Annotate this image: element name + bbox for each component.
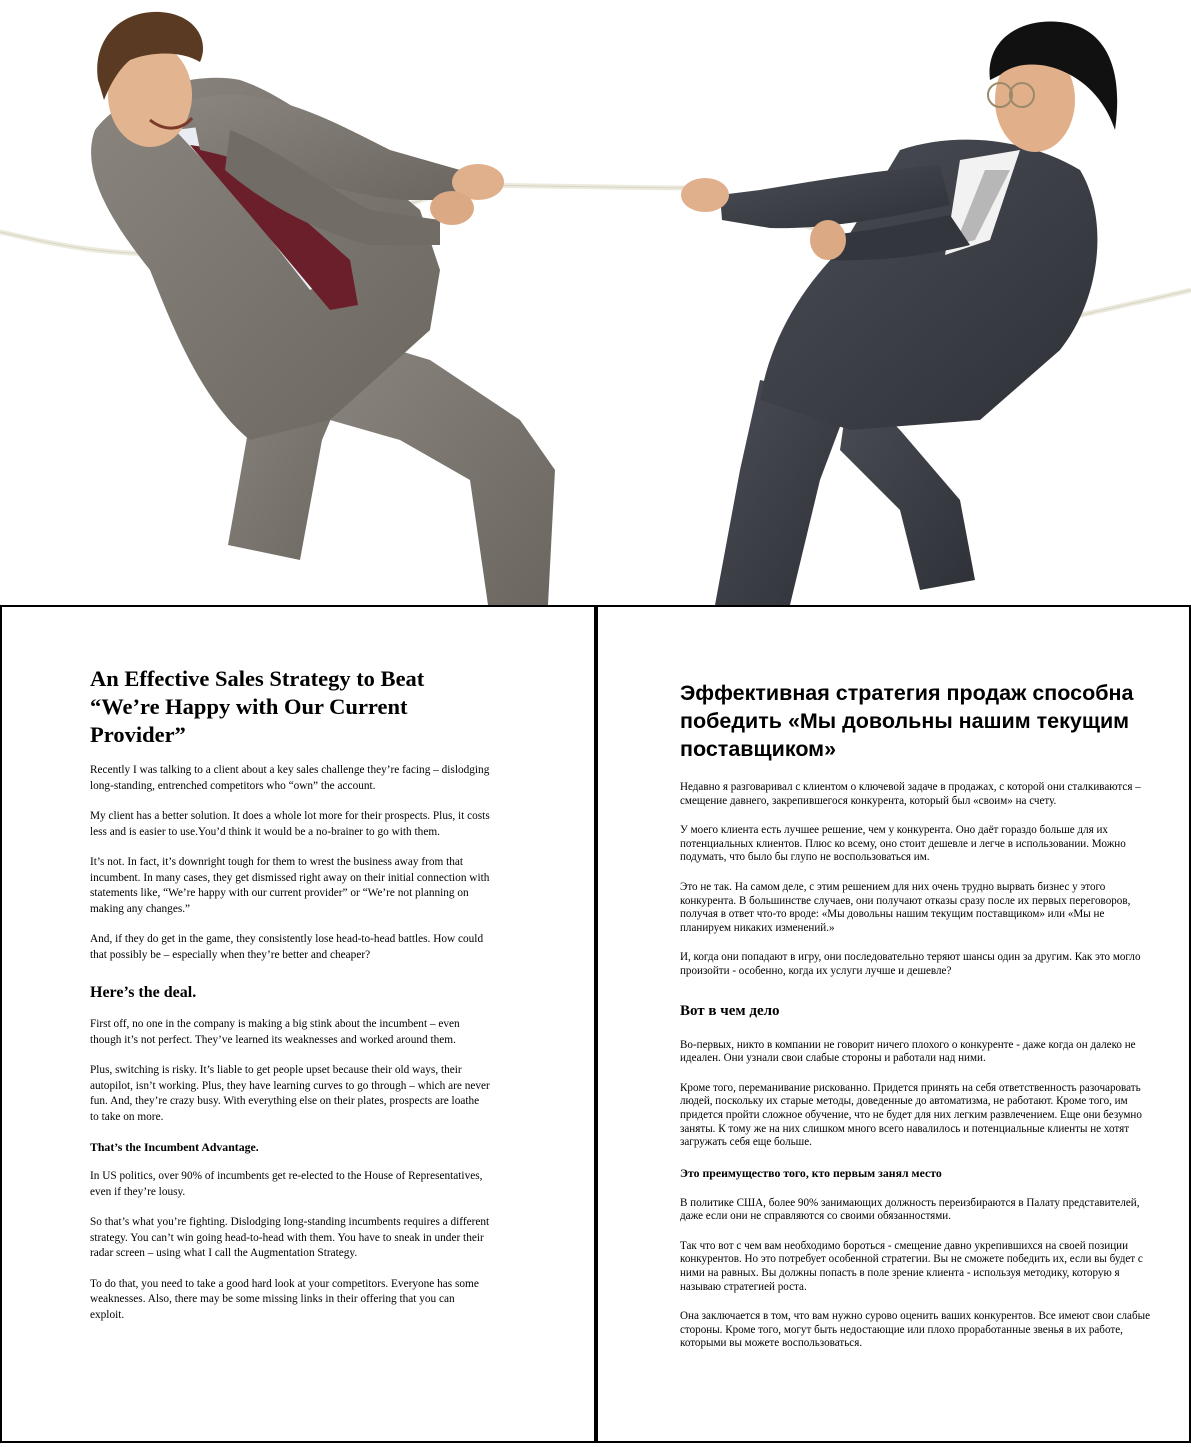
english-paragraph: My client has a better solution. It does a whole lot more for their prospects. Plus, it costs less and is easier to use.You’d think it would be a no-brainer to go with them.	[90, 810, 490, 838]
english-heading-advantage: That’s the Incumbent Advantage.	[90, 1140, 259, 1154]
english-paragraph: It’s not. In fact, it’s downright tough for them to wrest the business away from that incumbent. In many cases, they get dismissed right away on their initial connection with statements like, “We’re happy with our current provider” or “We’re not planning on making any changes.”	[90, 856, 490, 915]
russian-paragraph: Она заключается в том, что вам нужно сурово оценить ваших конкурентов. Все имеют свои слабые стороны. Кроме того, могут быть недостающие или плохо проработанные звенья в их работе, которыми вы можете воспользоваться.	[680, 1310, 1150, 1350]
english-paragraph: In US politics, over 90% of incumbents get re-elected to the House of Representatives, even if they’re lousy.	[90, 1170, 483, 1198]
english-heading-deal: Here’s the deal.	[90, 984, 197, 1001]
russian-title: Эффективная стратегия продаж способна победить «Мы довольны нашим текущим поставщиком»	[680, 681, 1134, 761]
english-paragraph: So that’s what you’re fighting. Dislodging long-standing incumbents requires a different strategy. You can’t win going head-to-head with them. You have to sneak in under their radar screen – using what I call the Augmentation Strategy.	[90, 1216, 490, 1259]
russian-paragraph: Кроме того, переманивание рискованно. Придется принять на себя ответственность разочаровать людей, поскольку их старые методы, доведенные до автоматизма, не работают. Кроме того, им придется пройти сложное обучение, что не будет для них легким развлечением. Еще они безумно заняты. К тому же на них слишком много всего навалилось и потенциальные клиенты не хотят загружать себя еще больше.	[680, 1081, 1142, 1149]
english-paragraph: First off, no one in the company is making a big stink about the incumbent – even though it’s not perfect. They’ve learned its weaknesses and worked around them.	[90, 1018, 460, 1046]
right-man-figure	[681, 22, 1117, 605]
english-title: An Effective Sales Strategy to Beat “We’re Happy with Our Current Provider”	[90, 666, 425, 747]
tug-of-war-photo-icon	[0, 0, 1191, 605]
russian-paragraph: В политике США, более 90% занимающих должность переизбираются в Палату представителей, даже если они не справляются со своими обязанностями.	[680, 1196, 1140, 1223]
english-page	[0, 605, 596, 1443]
english-paragraph: Plus, switching is risky. It’s liable to get people upset because their old ways, their autopilot, isn’t working. Plus, they have learning curves to go through – which are never fun. And, they’re crazy busy. With everything else on their plates, prospects are loathe to take on more.	[90, 1064, 490, 1123]
english-paragraph: To do that, you need to take a good hard look at your competitors. Everyone has some weaknesses. Also, there may be some missing links in their offering that you can exploit.	[90, 1277, 479, 1321]
english-paragraph: Recently I was talking to a client about a key sales challenge they’re facing – dislodging long-standing, entrenched competitors who “own” the account.	[90, 764, 490, 792]
russian-article	[680, 679, 1150, 1367]
russian-heading-advantage: Это преимущество того, кто первым занял место	[680, 1165, 942, 1180]
russian-paragraph: У моего клиента есть лучшее решение, чем у конкурента. Оно даёт гораздо больше для их потенциальных клиентов. Плюс ко всему, оно стоит дешевле и легче в использовании. Можно подумать, что было бы глупо не воспользоваться им.	[680, 824, 1126, 864]
russian-paragraph: Недавно я разговаривал с клиентом о ключевой задаче в продажах, с которой они сталкиваются – смещение давнего, закрепившегося конкурента, который был «своим» на счету.	[680, 781, 1141, 807]
tug-of-war-photo	[0, 0, 1191, 605]
russian-paragraph: Это не так. На самом деле, с этим решением для них очень трудно вырвать бизнес у этого конкурента. В большинстве случаев, они получают отказы сразу после их первых переговоров, получая в ответ что-то вроде: «Мы довольны нашим текущим поставщиком» или «Мы не планируем никаких изменений.»	[680, 880, 1131, 934]
russian-heading-deal: Вот в чем дело	[680, 1002, 780, 1019]
left-man-figure	[91, 12, 555, 605]
english-article	[90, 665, 490, 1338]
russian-paragraph: Во-первых, никто в компании не говорит ничего плохого о конкуренте - даже когда он далеко не идеален. Они узнали свои слабые стороны и работали над ними.	[680, 1038, 1136, 1065]
russian-page	[596, 605, 1191, 1443]
english-paragraph: And, if they do get in the game, they consistently lose head-to-head battles. How could that possibly be – especially when they’re better and cheaper?	[90, 933, 484, 961]
russian-paragraph: И, когда они попадают в игру, они последовательно теряют шансы один за другим. Как это могло произойти - особенно, когда их услуги лучше и дешевле?	[680, 951, 1141, 977]
russian-paragraph: Так что вот с чем вам необходимо бороться - смещение давно укрепившихся на своей позиции конкурентов. Но это потребует особенной стратегии. Вы не сможете победить их, если вы будет с ними на равных. Вы должны попасть в поле зрение клиента - используя методику, которую я называю стратегией роста.	[680, 1239, 1143, 1293]
